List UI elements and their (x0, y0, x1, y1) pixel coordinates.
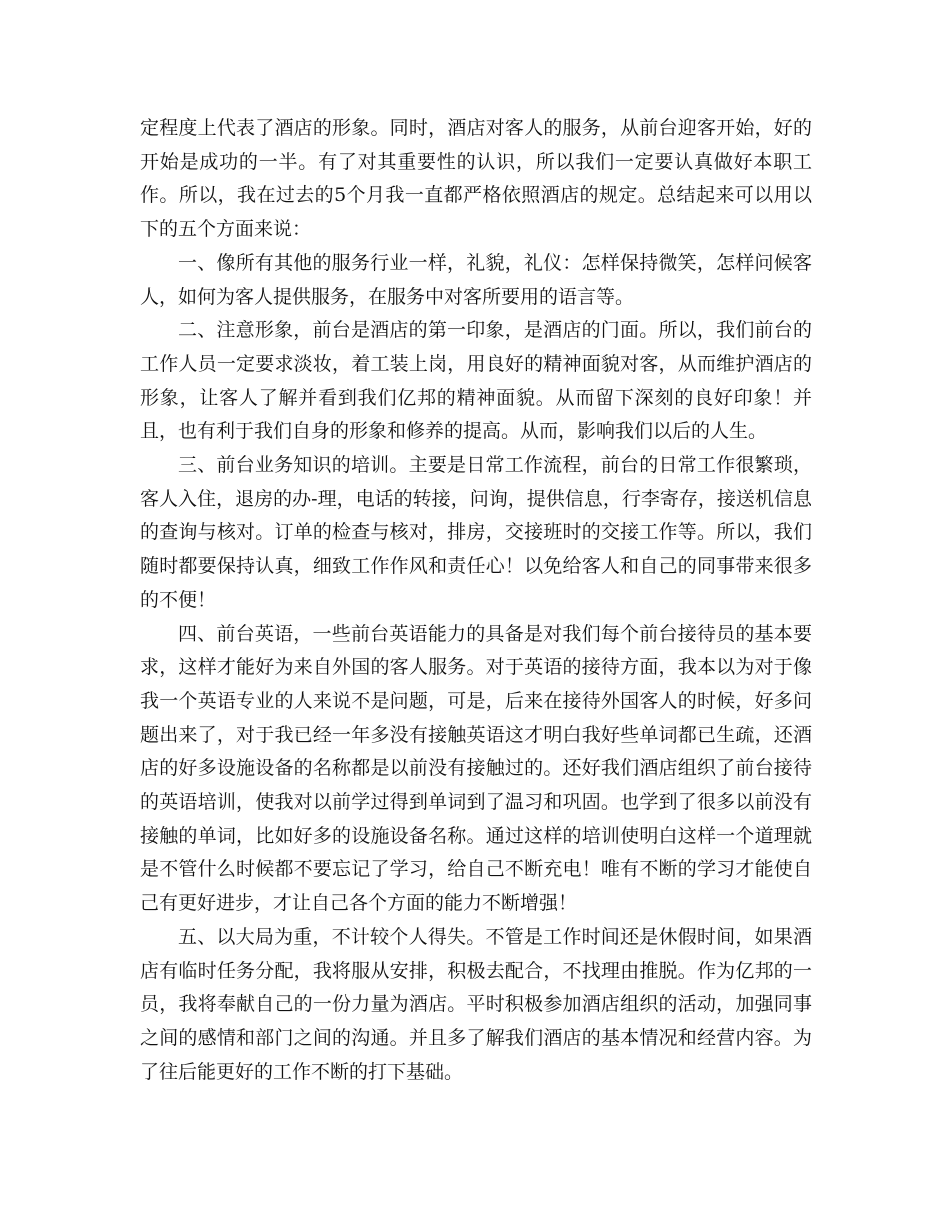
paragraph-business-training: 三、前台业务知识的培训。主要是日常工作流程，前台的日常工作很繁琐，客人入住，退房的办-理，电话的转接，问询，提供信息，行李寄存，接送机信息的查询与核对。订单的检查与核对，排房，交接班时的交接工作等。所以，我们随时都要保持认真，细致工作作风和责任心！以免给客人和自己的同事带来很多的不便！ (140, 454, 812, 611)
paragraph-english: 四、前台英语，一些前台英语能力的具备是对我们每个前台接待员的基本要求，这样才能好为来自外国的客人服务。对于英语的接待方面，我本以为对于像我一个英语专业的人来说不是问题，可是，后来在接待外国客人的时候，好多问题出来了，对于我已经一年多没有接触英语这才明白我好些单词都已生疏，还酒店的好多设施设备的名称都是以前没有接触过的。还好我们酒店组织了前台接待的英语培训，使我对以前学过得到单词到了温习和巩固。也学到了很多以前没有接触的单词，比如好多的设施设备名称。通过这样的培训使明白这样一个道理就是不管什么时候都不要忘记了学习，给自己不断充电！唯有不断的学习才能使自己有更好进步，才让自己各个方面的能力不断增强！ (140, 622, 812, 915)
paragraph-image: 二、注意形象，前台是酒店的第一印象，是酒店的门面。所以，我们前台的工作人员一定要求淡妆，着工装上岗，用良好的精神面貌对客，从而维护酒店的形象，让客人了解并看到我们亿邦的精神面貌。从而留下深刻的良好印象！并且，也有利于我们自身的形象和修养的提高。从而，影响我们以后的人生。 (140, 319, 812, 443)
document-page (140, 112, 812, 1089)
paragraph-etiquette: 一、像所有其他的服务行业一样，礼貌，礼仪：怎样保持微笑，怎样问候客人，如何为客人提供服务，在服务中对客所要用的语言等。 (140, 251, 812, 308)
paragraph-intro: 定程度上代表了酒店的形象。同时，酒店对客人的服务，从前台迎客开始，好的开始是成功的一半。有了对其重要性的认识，所以我们一定要认真做好本职工作。所以，我在过去的5个月我一直都严格依照酒店的规定。总结起来可以用以下的五个方面来说： (140, 117, 812, 241)
paragraph-teamwork: 五、以大局为重，不计较个人得失。不管是工作时间还是休假时间，如果酒店有临时任务分配，我将服从安排，积极去配合，不找理由推脱。作为亿邦的一员，我将奉献自己的一份力量为酒店。平时积极参加酒店组织的活动，加强同事之间的感情和部门之间的沟通。并且多了解我们酒店的基本情况和经营内容。为了往后能更好的工作不断的打下基础。 (140, 925, 812, 1083)
